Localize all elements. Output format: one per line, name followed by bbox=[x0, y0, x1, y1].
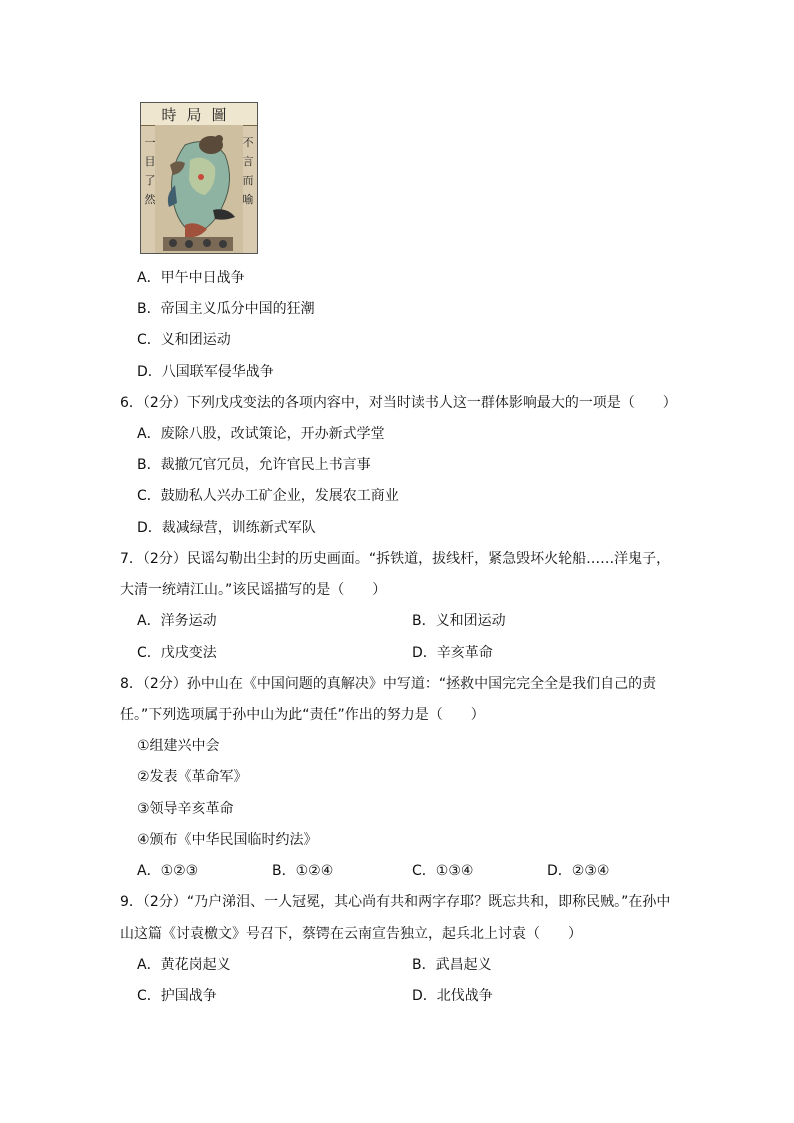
q5-option-b: B．帝国主义瓜分中国的狂潮 bbox=[137, 301, 315, 317]
figure-right-caption: 不 言 而 喻 bbox=[242, 136, 254, 206]
q8-option-a: A．①②③ bbox=[137, 863, 199, 879]
q9-option-d: D．北伐战争 bbox=[412, 988, 493, 1004]
cartoon-map-art bbox=[155, 125, 243, 253]
q9-option-c: C．护国战争 bbox=[137, 988, 217, 1004]
q6-option-a: A．废除八股，改试策论，开办新式学堂 bbox=[137, 426, 385, 442]
q8-item-2: ②发表《革命军》 bbox=[137, 769, 248, 785]
q6-option-b: B．裁撤冗官冗员，允许官民上书言事 bbox=[137, 457, 371, 473]
q7-stem-line1: 7．（2分）民谣勾勒出尘封的历史画面。“拆铁道，拔线杆，紧急毁坏火轮船……洋鬼子， bbox=[120, 551, 671, 567]
q7-stem-line2: 大清一统靖江山。”该民谣描写的是（ ） bbox=[120, 582, 387, 598]
q8-item-3: ③领导辛亥革命 bbox=[137, 801, 234, 817]
q8-option-d: D．②③④ bbox=[547, 863, 610, 879]
q9-stem-line1: 9．（2分）“乃户涕泪、一人冠冕，其心尚有共和两字存耶？既忘共和，即称民贼。”在孙中 bbox=[120, 894, 671, 910]
q5-option-c: C．义和团运动 bbox=[137, 332, 231, 348]
q7-option-b: B．义和团运动 bbox=[412, 613, 506, 629]
q6-stem: 6．（2分）下列戊戌变法的各项内容中，对当时读书人这一群体影响最大的一项是（ ） bbox=[120, 395, 677, 411]
q7-option-d: D．辛亥革命 bbox=[412, 645, 493, 661]
q8-stem-line1: 8．（2分）孙中山在《中国问题的真解决》中写道：“拯救中国完完全全是我们自己的责 bbox=[120, 676, 657, 692]
q6-option-d: D．裁减绿营，训练新式军队 bbox=[137, 520, 316, 536]
figure-title: 時局圖 bbox=[141, 103, 257, 126]
q8-stem-line2: 任。”下列选项属于孙中山为此“责任”作出的努力是（ ） bbox=[120, 707, 485, 723]
q7-option-c: C．戊戌变法 bbox=[137, 645, 217, 661]
shiju-tu-image bbox=[140, 102, 258, 254]
q5-option-d: D．八国联军侵华战争 bbox=[137, 364, 274, 380]
q8-option-b: B．①②④ bbox=[272, 863, 334, 879]
figure-left-caption: 一 目 了 然 bbox=[144, 136, 156, 206]
q8-option-c: C．①③④ bbox=[412, 863, 474, 879]
q8-item-1: ①组建兴中会 bbox=[137, 738, 220, 754]
q5-option-a: A．甲午中日战争 bbox=[137, 270, 245, 286]
q8-item-4: ④颁布《中华民国临时约法》 bbox=[137, 832, 318, 848]
q9-stem-line2: 山这篇《讨袁檄文》号召下，蔡锷在云南宣告独立，起兵北上讨袁（ ） bbox=[120, 926, 582, 942]
q6-option-c: C．鼓励私人兴办工矿企业，发展农工商业 bbox=[137, 488, 399, 504]
q9-option-b: B．武昌起义 bbox=[412, 957, 492, 973]
q7-option-a: A．洋务运动 bbox=[137, 613, 217, 629]
q9-option-a: A．黄花岗起义 bbox=[137, 957, 231, 973]
